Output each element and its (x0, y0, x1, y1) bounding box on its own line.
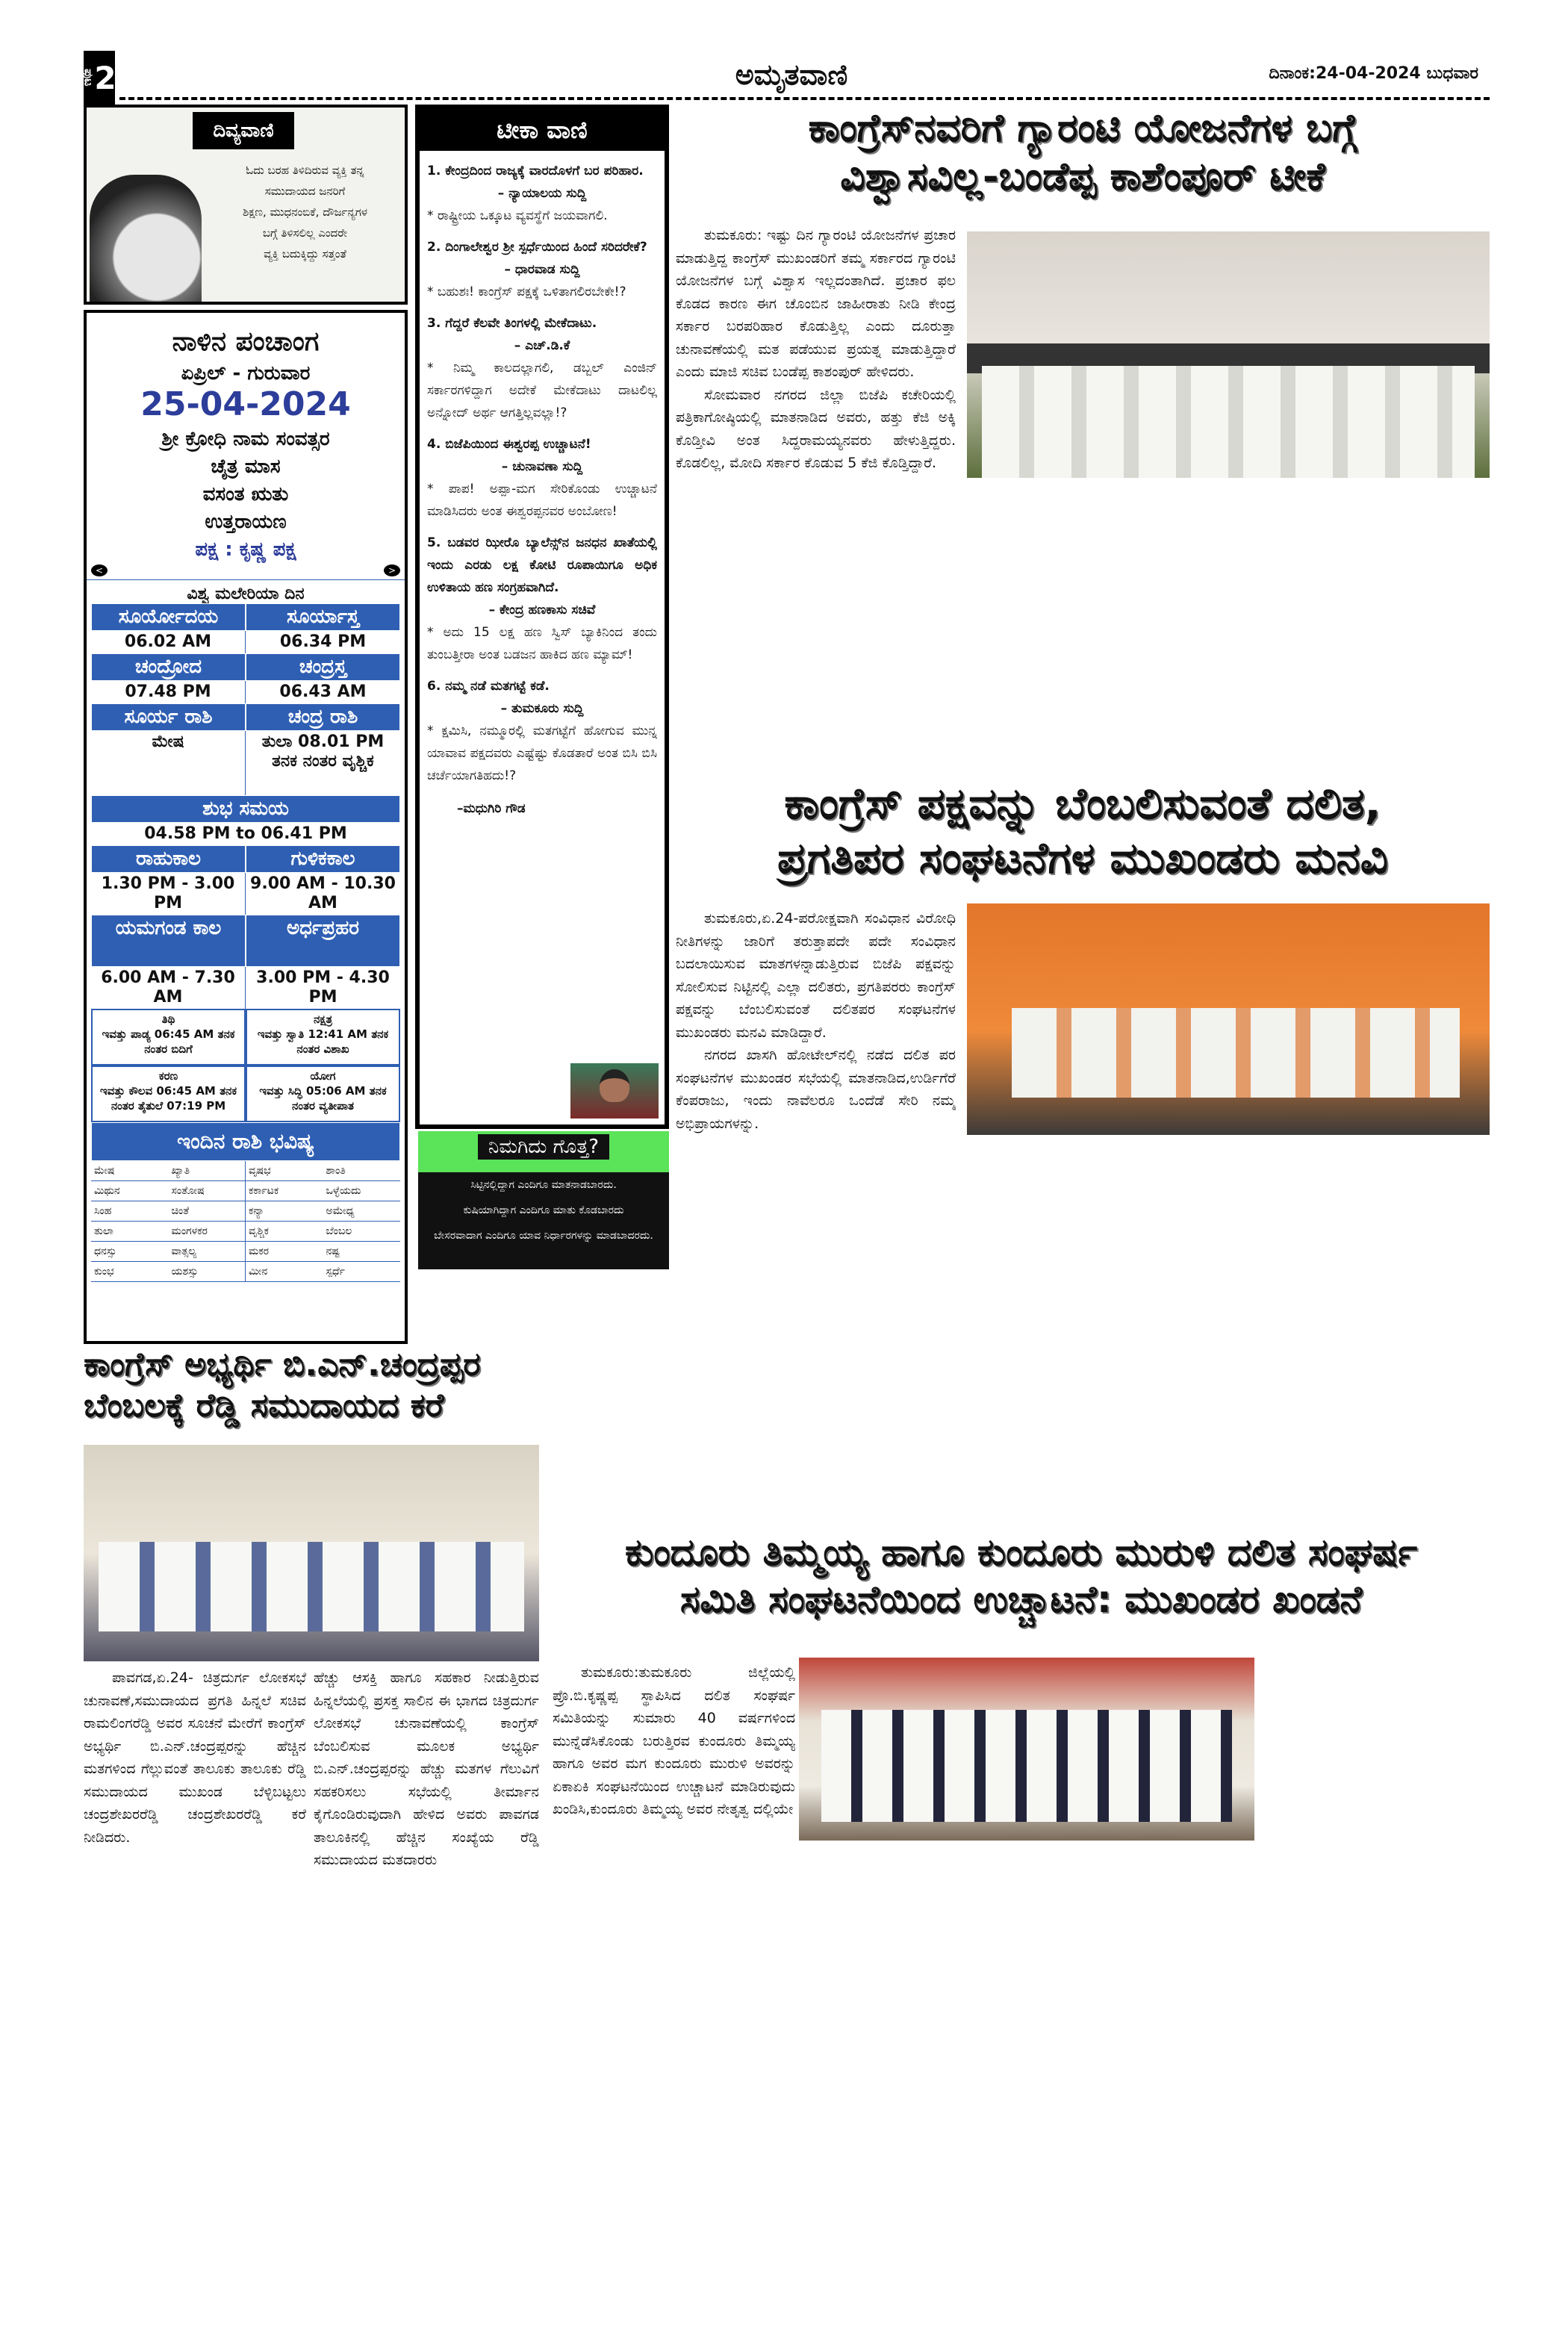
article-2-headline (676, 777, 1490, 885)
rashi-prediction: ಶಾಂತಿ (323, 1161, 401, 1181)
rashi-prediction: ಬೆಂಬಲ (323, 1222, 401, 1242)
gulika-value: 9.00 AM - 10.30 AM (250, 874, 396, 912)
did-you-know-line: ಬೇಸರವಾದಾಗ ಎಂದಿಗೂ ಯಾವ ನಿರ್ಧಾರಗಳನ್ನು ಮಾಡಬಾದರದು. (434, 1230, 653, 1242)
ayana: ಉತ್ತರಾಯಣ (205, 511, 287, 533)
did-you-know-line: ಸಿಟ್ಟಿನಲ್ಲಿದ್ದಾಗ ಎಂದಿಗೂ ಮಾತನಾಡಬಾರದು. (470, 1179, 617, 1191)
yoga-cell (246, 1065, 400, 1122)
headline-line: ಸಮಿತಿ ಸಂಘಟನೆಯಿಂದ ಉಚ್ಚಾಟನೆ: ಮುಖಂಡರ ಖಂಡನೆ (679, 1577, 1363, 1621)
page-word: ಪುಟ (81, 69, 96, 87)
karana-value: ಇವತ್ತು ಕೌಲವ 06:45 AM ತನಕ ನಂತರ ತೈತುಲೆ 07:19 PM (99, 1084, 237, 1113)
karana-label: ಕರಣ (158, 1069, 178, 1083)
shubha-label: ಶುಭ ಸಮಯ (91, 795, 400, 823)
rashi-title: ಇಂದಿನ ರಾಶಿ ಭವಿಷ್ಯ (91, 1122, 400, 1161)
tika-comment: * ಅದು 15 ಲಕ್ಷ ಹಣ ಸ್ವಿಸ್ ಬ್ಯಾಕಿನಿಂದ ತಂದು ತುಂಬತ್ತೀರಾ ಅಂತ ಬಡಜನ ಹಾಕಿದ ಹಣ ಮ್ಯಾಮ್! (427, 625, 657, 662)
moonset-label: ಚಂದ್ರಸ್ತ (246, 653, 400, 681)
tithi-cell (91, 1009, 246, 1065)
tika-comment: * ನಿಮ್ಮ ಕಾಲದಲ್ಲಾಗಲಿ, ಡಬ್ಬಲ್ ಎಂಜಿನ್ ಸರ್ಕಾರಗಳಿದ್ದಾಗ ಅದೇಕೆ ಮೇಕೆದಾಟು ದಾಟಲಿಲ್ಲ ಅನ್ನೋದ್ ಅರ್ಥ ಆಗತ್ತಿಲ್ಲವಲ್ಲಾ!? (427, 361, 657, 420)
rashi-name: ಧನಸ್ಸು (91, 1242, 169, 1262)
quote-line: ಬಗ್ಗೆ ತಿಳಿಸಲಿಲ್ಲ ಎಂದರೇ (262, 226, 348, 240)
nakshatra-value: ಇವತ್ತು ಸ್ವಾತಿ 12:41 AM ತನಕ ನಂತರ ವಿಶಾಖ (257, 1027, 389, 1056)
header-divider (119, 97, 1490, 100)
article-3-headline (84, 1344, 539, 1426)
tika-source: – ಧಾರವಾಡ ಸುದ್ದಿ (504, 262, 580, 277)
gulika-label: ಗುಳಿಕಕಾಲ (246, 845, 400, 873)
article-1-body (676, 224, 956, 762)
ritu: ವಸಂತ ಋತು (202, 483, 289, 505)
article-4-headline (553, 1529, 1490, 1623)
rashi-name: ವೃಶ್ಚಿಕ (246, 1222, 323, 1242)
ardha-value: 3.00 PM - 4.30 PM (256, 968, 390, 1007)
rashi-prediction: ಮಂಗಳಕರ (169, 1222, 246, 1242)
masthead: ಅಮೃತವಾಣಿ (735, 58, 848, 91)
rashi-prediction: ನಷ್ಟ (323, 1242, 401, 1262)
article-3-body-col2 (314, 1667, 539, 2331)
headline-line: ಕಾಂಗ್ರೆಸ್ ಪಕ್ಷವನ್ನು ಬೆಂಬಲಿಸುವಂತೆ ದಲಿತ, (784, 778, 1381, 829)
paragraph: ಹೆಚ್ಚು ಆಸಕ್ತಿ ಹಾಗೂ ಸಹಕಾರ ನೀಡುತ್ತಿರುವ ಹಿನ್ನಲೆಯಲ್ಲಿ ಪ್ರಸಕ್ತ ಸಾಲಿನ ಈ ಭಾಗದ ಚಿತ್ರದುರ್ಗ ಲೋಕಸಭೆ ಚುನಾವಣೆಯಲ್ಲಿ ಕಾಂಗ್ರೆಸ್ ಬೆಂಬಲಿಸುವ ಮೂಲಕ ಅಭ್ಯರ್ಥಿ ಬಿ.ಎನ್.ಚಂದ್ರಪ್ಪರನ್ನು ಹೆಚ್ಚು ಮತಗಳ ಗೆಲುವಿಗೆ ಸಹಕರಿಸಲು ಸಭೆಯಲ್ಲಿ ತೀರ್ಮಾನ ಕೈಗೊಂಡಿರುವುದಾಗಿ ಹೇಳಿದ ಅವರು ಪಾವಗಡ ತಾಲೂಕಿನಲ್ಲಿ ಹೆಚ್ಚಿನ ಸಂಖ್ಯೆಯ ರೆಡ್ಡಿ ಸಮುದಾಯದ ಮತದಾರರು (314, 1670, 539, 1868)
quote-line: ವ್ಯಕ್ತಿ ಬದುಕ್ಕಿದ್ದು ಸತ್ತಂತೆ (264, 247, 346, 261)
rashi-prediction: ಯಶಸ್ಸು (169, 1262, 246, 1282)
rahu-label: ರಾಹುಕಾಲ (91, 845, 246, 873)
shubha-value: 04.58 PM to 06.41 PM (144, 824, 347, 843)
rashi-name: ಕನ್ಯಾ (246, 1201, 323, 1222)
quote-line: ಓದು ಬರಹ ತಿಳಿದಿರುವ ವ್ಯಕ್ತಿ ತನ್ನ (246, 164, 364, 177)
rashi-name: ಕರ್ಕಾಟಕ (246, 1181, 323, 1201)
article-2-body (676, 907, 956, 1519)
ambedkar-portrait (90, 175, 202, 302)
page-number-badge (81, 51, 116, 105)
tika-comment: * ರಾಷ್ಟ್ರೀಯ ಒಕ್ಕೂಟ ವ್ಯವಸ್ಥೆಗೆ ಜಯವಾಗಲಿ. (427, 208, 608, 223)
moonset-value: 06.43 AM (279, 682, 367, 701)
tika-question: 2. ದಿಂಗಾಲೇಶ್ವರ ಶ್ರೀ ಸ್ಪರ್ಧೆಯಿಂದ ಹಿಂದೆ ಸರಿದರೇಕೆ? (427, 240, 647, 255)
article-3-body-col1 (84, 1667, 306, 2331)
rashi-prediction: ಅಮೇಧ್ಯ (323, 1201, 401, 1222)
moonrise-label: ಚಂದ್ರೋದ (91, 653, 246, 681)
rashi-prediction: ಖ್ಯಾತಿ (169, 1161, 246, 1181)
yama-value: 6.00 AM - 7.30 AM (91, 967, 246, 1009)
chandra-rashi-value: ತುಲಾ 08.01 PM ತನಕ ನಂತರ ವೃಶ್ಚಿಕ (261, 732, 385, 771)
tika-question: 1. ಕೇಂದ್ರದಿಂದ ರಾಜ್ಯಕ್ಕೆ ವಾರದೊಳಗೆ ಬರ ಪರಿಹಾರ. (427, 164, 644, 178)
rashi-table (91, 1161, 400, 1282)
nakshatra-cell (246, 1009, 400, 1065)
rashi-name: ಮೀನ (246, 1262, 323, 1282)
article-4-body (553, 1661, 795, 2330)
tika-vani-box (415, 105, 669, 1129)
nakshatra-label: ನಕ್ಷತ್ರ (313, 1012, 333, 1026)
article-2-photo (967, 903, 1490, 1135)
special-day: ವಿಶ್ವ ಮಲೇರಿಯಾ ದಿನ (187, 585, 305, 603)
tika-author: –ಮಧುಗಿರಿ ಗೌಡ (457, 801, 526, 816)
divyavani-title: ದಿವ್ಯವಾಣಿ (193, 112, 294, 149)
surya-rashi-label: ಸೂರ್ಯ ರಾಶಿ (91, 703, 246, 731)
author-photo (570, 1063, 659, 1119)
chevron-left-icon[interactable]: < (91, 564, 108, 576)
rahu-value: 1.30 PM - 3.00 PM (91, 873, 246, 915)
sunset-value: 06.34 PM (279, 632, 367, 651)
surya-rashi-value: ಮೇಷ (91, 731, 246, 795)
did-you-know-box (418, 1131, 669, 1269)
panchanga-table (91, 603, 400, 1161)
rashi-prediction: ಸ್ಪರ್ಧೆ (323, 1262, 401, 1282)
headline-line: ಕುಂದೂರು ತಿಮ್ಮಯ್ಯ ಹಾಗೂ ಕುಂದೂರು ಮುರುಳಿ ದಲಿತ ಸಂಘರ್ಷ (624, 1531, 1418, 1574)
paragraph: ಸೋಮವಾರ ನಗರದ ಜಿಲ್ಲಾ ಬಿಜೆಪಿ ಕಚೇರಿಯಲ್ಲಿ ಪತ್ರಿಕಾಗೋಷ್ಠಿಯಲ್ಲಿ ಮಾತನಾಡಿದ ಅವರು, ಹತ್ತು ಕೆಜಿ ಅಕ್ಕಿ ಕೊಡ್ತೀವಿ ಅಂತ ಸಿದ್ದರಾಮಯ್ಯನವರು ಹೇಳುತ್ತಿದ್ದರು. ಕೊಡಲಿಲ್ಲ, ಮೋದಿ ಸರ್ಕಾರ ಕೊಡುವ 5 ಕೆಜಿ ಕೊಡ್ತಿದ್ದಾರೆ. (676, 386, 956, 471)
article-3-photo (84, 1445, 539, 1661)
tika-source: – ಚುನಾವಣಾ ಸುದ್ದಿ (501, 459, 583, 474)
tika-source: – ಕೇಂದ್ರ ಹಣಕಾಸು ಸಚಿವೆ (488, 603, 596, 617)
rashi-prediction: ಚಿಂತೆ (169, 1201, 246, 1222)
tika-items (420, 160, 665, 787)
tika-source: – ಎಚ್.ಡಿ.ಕೆ (514, 338, 570, 353)
sunrise-value: 06.02 AM (91, 631, 246, 653)
article-1-photo (967, 231, 1490, 478)
tika-question: 4. ಬಿಜೆಪಿಯಿಂದ ಈಶ್ವರಪ್ಪ ಉಚ್ಚಾಟನೆ! (427, 437, 591, 452)
did-you-know-title: ನಿಮಗಿದು ಗೊತ್ತ? (478, 1134, 609, 1160)
tika-source: – ತುಮಕೂರು ಸುದ್ದಿ (500, 701, 584, 716)
chevron-right-icon[interactable]: > (384, 564, 400, 576)
did-you-know-line: ಕುಷಿಯಾಗಿದ್ದಾಗ ಎಂದಿಗೂ ಮಾತು ಕೊಡಬಾರದು (463, 1204, 624, 1216)
headline-line: ವಿಶ್ವಾಸವಿಲ್ಲ-ಬಂಡೆಪ್ಪ ಕಾಶೆಂಪೂರ್ ಟೀಕೆ (840, 155, 1325, 199)
panchanga-title: ನಾಳಿನ ಪಂಚಾಂಗ (172, 326, 320, 357)
rashi-name: ಸಿಂಹ (91, 1201, 169, 1222)
sunset-label: ಸೂರ್ಯಾಸ್ತ (246, 603, 400, 631)
tika-question: 5. ಬಡವರ ಝೀರೊ ಬ್ಯಾಲೆನ್ಸ್‌ನ ಜನಧನ ಖಾತೆಯಲ್ಲಿ ಇಂದು ಎರಡು ಲಕ್ಷ ಕೋಟಿ ರೂಪಾಯಿಗೂ ಅಧಿಕ ಉಳಿತಾಯ ಹಣ ಸಂಗ್ರಹವಾಗಿದೆ. (427, 535, 657, 595)
panchanga-box (84, 310, 408, 1344)
headline-line: ಕಾಂಗ್ರೆಸ್‌ನವರಿಗೆ ಗ್ಯಾರಂಟಿ ಯೋಜನೆಗಳ ಬಗ್ಗೆ (808, 106, 1357, 151)
samvatsara: ಶ್ರೀ ಕ್ರೋಧಿ ನಾಮ ಸಂವತ್ಸರ (161, 428, 330, 450)
tika-comment: * ಕ್ಷಮಿಸಿ, ನಮ್ಮೂರಲ್ಲಿ ಮತಗಟ್ಟೆಗೆ ಹೋಗುವ ಮುನ್ನ ಯಾವಾವ ಪಕ್ಷದವರು ಎಷ್ಟೆಷ್ಟು ಕೊಡತಾರೆ ಅಂತ ಬಿಸಿ ಬಿಸಿ ಚರ್ಚೆಯಾಗತಿಹದು!? (427, 724, 657, 783)
rashi-name: ಮಿಥುನ (91, 1181, 169, 1201)
quote-line: ಶಿಕ್ಷಣ, ಮುಧನಂಬಿಕೆ, ದೌರ್ಜನ್ಯಗಳ (243, 205, 367, 219)
rashi-name: ವೃಷಭ (246, 1161, 323, 1181)
yoga-label: ಯೋಗ (310, 1069, 336, 1083)
rashi-prediction: ಸಂತೋಷ (169, 1181, 246, 1201)
page-number: 2 (94, 59, 116, 96)
masa: ಚೈತ್ರ ಮಾಸ (211, 455, 281, 478)
headline-line: ಪ್ರಗತಿಪರ ಸಂಘಟನೆಗಳ ಮುಖಂಡರು ಮನವಿ (777, 832, 1389, 883)
tika-comment: * ಬಹುಶಃ! ಕಾಂಗ್ರೆಸ್ ಪಕ್ಷಕ್ಕೆ ಒಳಿತಾಗಲಿರಬೇಕೇ!? (427, 284, 626, 299)
tika-vani-title: ಟೀಕಾ ವಾಣಿ (420, 109, 665, 151)
tika-question: 3. ಗೆದ್ದರೆ ಕೆಲವೇ ತಿಂಗಳಲ್ಲಿ ಮೇಕೆದಾಟು. (427, 316, 597, 331)
tithi-label: ತಿಥಿ (161, 1012, 175, 1026)
paragraph: ಪಾವಗಡ,ಏ.24- ಚಿತ್ರದುರ್ಗ ಲೋಕಸಭೆ ಚುನಾವಣೆ,ಸಮುದಾಯದ ಪ್ರಗತಿ ಹಿನ್ನಲೆ ಸಚಿವ ರಾಮಲಿಂಗರೆಡ್ಡಿ ಅವರ ಸೂಚನೆ ಮೇರೆಗೆ ಕಾಂಗ್ರೆಸ್ ಅಭ್ಯರ್ಥಿ ಬಿ.ಎನ್.ಚಂದ್ರಪ್ಪರನ್ನು ಹೆಚ್ಚಿನ ಮತಗಳಿಂದ ಗೆಲ್ಲುವಂತೆ ತಾಲೂಕು ತಾಲೂಕು ರೆಡ್ಡಿ ಸಮುದಾಯದ ಮುಖಂಡ ಬೆಳ್ಳಿಬಟ್ಟಲು ಚಂದ್ರಶೇಖರರೆಡ್ಡಿ ಚಂದ್ರಶೇಖರರೆಡ್ಡಿ ಕರೆ ನೀಡಿದರು. (84, 1670, 306, 1846)
article-4-photo (799, 1658, 1254, 1841)
ardha-label: ಅರ್ಧಪ್ರಹರ (246, 915, 400, 967)
quote-line: ಸಮುದಾಯದ ಜನರಿಗೆ (264, 184, 346, 198)
paragraph: ತುಮಕೂರು: ಇಷ್ಟು ದಿನ ಗ್ಯಾರಂಟಿ ಯೋಜನೆಗಳ ಪ್ರಚಾರ ಮಾಡುತ್ತಿದ್ದ ಕಾಂಗ್ರೆಸ್ ಮುಖಂಡರಿಗೆ ತಮ್ಮ ಸರ್ಕಾರದ ಗ್ಯಾರಂಟಿ ಯೋಜನೆಗಳ ಬಗ್ಗೆ ವಿಶ್ವಾಸ ಇಲ್ಲದಂತಾಗಿದೆ. ಪ್ರಚಾರ ಫಲ ಕೊಡದ ಕಾರಣ ಈಗ ಚೊಂಬಿನ ಜಾಹೀರಾತು ನೀಡಿ ಕೇಂದ್ರ ಸರ್ಕಾರ ಬರಪರಿಹಾರ ಕೊಡುತ್ತಿಲ್ಲ ಎಂದು ದೂರುತ್ತಾ ಚುನಾವಣೆಯಲ್ಲಿ ಮತ ಪಡೆಯುವ ಪ್ರಯತ್ನ ಮಾಡುತ್ತಿದ್ದಾರೆ ಎಂದು ಮಾಜಿ ಸಚಿವ ಬಂಡೆಪ್ಪ ಕಾಶಂಪುರ್ ಹೇಳಿದರು. (676, 227, 956, 380)
divyavani-box (84, 105, 408, 305)
rashi-name: ಮಕರ (246, 1242, 323, 1262)
yama-label: ಯಮಗಂಡ ಕಾಲ (91, 915, 246, 967)
headline-line: ಕಾಂಗ್ರೆಸ್ ಅಭ್ಯರ್ಥಿ ಬಿ.ಎನ್.ಚಂದ್ರಪ್ಪರ (84, 1345, 481, 1384)
rashi-prediction: ವಾತ್ಸಲ್ಯ (169, 1242, 246, 1262)
chandra-rashi-label: ಚಂದ್ರ ರಾಶಿ (246, 703, 400, 731)
divyavani-quote (206, 160, 404, 264)
yoga-value: ಇವತ್ತು ಸಿದ್ಧಿ 05:06 AM ತನಕ ನಂತರ ವ್ಯತೀಪಾತ (259, 1084, 387, 1113)
paragraph: ನಗರದ ಖಾಸಗಿ ಹೋಟೇಲ್‌ನಲ್ಲಿ ನಡೆದ ದಲಿತ ಪರ ಸಂಘಟನೆಗಳ ಮುಖಂಡರ ಸಭೆಯಲ್ಲಿ ಮಾತನಾಡಿದ,ಉರ್ಡಿಗೆರೆ ಕೆಂಪರಾಜು, ಇಂದು ನಾವೆಲರೂ ಒಂದೆಡೆ ಸೇರಿ ನಮ್ಮ ಅಭಿಪ್ರಾಯಗಳನ್ನು. (676, 1047, 956, 1132)
article-1-headline (676, 105, 1490, 202)
panchanga-date: 25-04-2024 (140, 385, 351, 423)
karana-cell (91, 1065, 246, 1122)
month-day: ಏಪ್ರಿಲ್ - ಗುರುವಾರ (181, 362, 311, 385)
tika-comment: * ಪಾಪ! ಅಪ್ಪಾ-ಮಗ ಸೇರಿಕೊಂಡು ಉಚ್ಚಾಟನೆ ಮಾಡಿಸಿದರು ಅಂತ ಈಶ್ವರಪ್ಪನವರ ಅಂಬೋಣ! (427, 482, 657, 519)
sunrise-label: ಸೂರ್ಯೋದಯ (91, 603, 246, 631)
paksha: ಪಕ್ಷ : ಕೃಷ್ಣ ಪಕ್ಷ (195, 538, 296, 561)
rashi-name: ಕುಂಭ (91, 1262, 169, 1282)
rashi-name: ಮೇಷ (91, 1161, 169, 1181)
paragraph: ತುಮಕೂರು,ಏ.24-ಪರೋಕ್ಷವಾಗಿ ಸಂವಿಧಾನ ವಿರೋಧಿ ನೀತಿಗಳನ್ನು ಜಾರಿಗೆ ತರುತ್ತಾಪದೇ ಪದೇ ಸಂವಿಧಾನ ಬದಲಾಯಿಸುವ ಮಾತಗಳನ್ನಾಡುತ್ತಿರುವ ಬಿಜೆಪಿ ಪಕ್ಷವನ್ನು ಸೋಲಿಸುವ ನಿಟ್ಟಿನಲ್ಲಿ ಎಲ್ಲಾ ದಲಿತರು, ಪ್ರಗತಿಪರರು ಕಾಂಗ್ರೆಸ್ ಪಕ್ಷವನ್ನು ಬೆಂಬಲಿಸುವಂತೆ ದಲಿತಪರ ಸಂಘಟನೆಗಳ ಮುಖಂಡರು ಮನವಿ ಮಾಡಿದ್ದಾರೆ. (676, 910, 956, 1041)
moonrise-value: 07.48 PM (91, 681, 246, 703)
issue-date: ದಿನಾಂಕ:24-04-2024 ಬುಧವಾರ (1269, 64, 1478, 83)
tithi-value: ಇವತ್ತು ಪಾಡ್ಯ 06:45 AM ತನಕ ನಂತರ ಬಿದಿಗೆ (102, 1027, 235, 1056)
paragraph: ತುಮಕೂರು:ತುಮಕೂರು ಜಿಲ್ಲೆಯಲ್ಲಿ ಪ್ರೊ.ಬಿ.ಕೃಷ್ಣಪ್ಪ ಸ್ಥಾಪಿಸಿದ ದಲಿತ ಸಂಘರ್ಷ ಸಮಿತಿಯನ್ನು ಸುಮಾರು 40 ವರ್ಷಗಳಿಂದ ಮುನ್ನೆಡೆಸಿಕೊಂಡು ಬರುತ್ತಿರವ ಕುಂದೂರು ತಿಮ್ಮಯ್ಯ ಹಾಗೂ ಅವರ ಮಗ ಕುಂದೂರು ಮುರುಳಿ ಅವರನ್ನು ಏಕಾಏಕಿ ಸಂಘಟನೆಯಿಂದ ಉಚ್ಚಾಟನೆ ಮಾಡಿರುವುದು ಖಂಡಿಸಿ,ಕುಂದೂರು ತಿಮ್ಮಯ್ಯ ಅವರ ನೇತೃತ್ವ ದಲ್ಲಿಯೇ (553, 1664, 795, 1817)
tika-source: – ನ್ಯಾಯಾಲಯ ಸುದ್ದಿ (497, 186, 587, 201)
headline-line: ಬೆಂಬಲಕ್ಕೆ ರೆಡ್ಡಿ ಸಮುದಾಯದ ಕರೆ (84, 1387, 444, 1425)
rashi-prediction: ಒಳ್ಳೆಯದು (323, 1181, 401, 1201)
tika-question: 6. ನಮ್ಮ ನಡೆ ಮತಗಟ್ಟೆ ಕಡೆ. (427, 679, 550, 694)
rashi-name: ತುಲಾ (91, 1222, 169, 1242)
